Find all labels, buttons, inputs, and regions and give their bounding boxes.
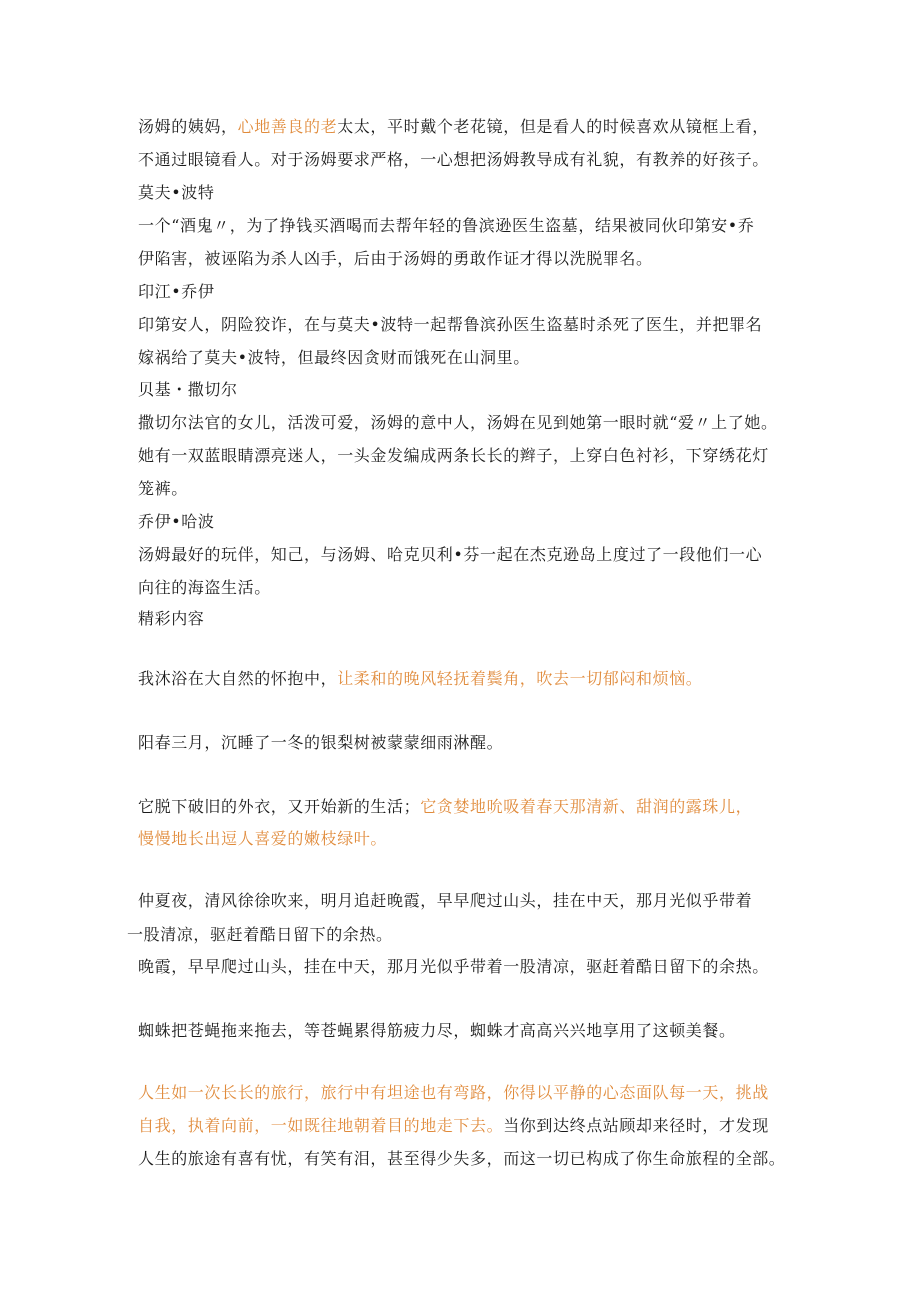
text-run: 我沐浴在大自然的怀抱中， (138, 669, 338, 688)
excerpt-2: 阳春三月，沉睡了一冬的银梨树被蒙蒙细雨淋醒。 (138, 733, 504, 752)
highlighted-text: 它贪婪地吮吸着春天那清新、甜润的露珠儿， (420, 797, 753, 816)
becky-desc-line-2: 她有一双蓝眼睛漂亮迷人，一头金发编成两条长长的辫子，上穿白色衬衫，下穿绣花灯 (138, 446, 769, 465)
excerpt-6-line-3: 人生的旅途有喜有忧，有笑有泪，甚至得少失多，而这一切已构成了你生命旅程的全部。 (138, 1149, 786, 1168)
character-name-muff-potter: 莫夫•波特 (138, 183, 215, 202)
muff-potter-desc-line-2: 伊陷害，被诬陷为杀人凶手，后由于汤姆的勇敢作证才得以洗脱罪名。 (138, 249, 653, 268)
highlighted-text: 让柔和的晚风轻抚着鬓角，吹去一切郁闷和烦恼。 (337, 669, 703, 688)
excerpt-3-line-2: 慢慢地长出逗人喜爱的嫩枝绿叶。 (138, 829, 388, 848)
excerpt-1 (138, 669, 702, 689)
becky-desc-line-3: 笼裤。 (138, 479, 188, 498)
excerpt-6-line-2 (138, 1116, 769, 1136)
aunt-polly-desc-line-1 (138, 117, 769, 137)
character-name-injun-joe: 印江•乔伊 (138, 282, 215, 301)
injun-joe-desc-line-1: 印第安人，阴险狡诈，在与莫夫•波特一起帮鲁滨孙医生盗墓时杀死了医生，并把罪名 (138, 315, 763, 334)
excerpt-4-line-2: 一股清凉，驱赶着酷日留下的余热。 (127, 925, 393, 944)
character-name-becky: 贝基・撒切尔 (138, 380, 238, 399)
text-run: 太太，平时戴个老花镜，但是看人的时候喜欢从镜框上看， (337, 117, 769, 136)
excerpt-6-line-1: 人生如一次长长的旅行，旅行中有坦途也有弯路，你得以平静的心态面队每一天，挑战 (138, 1083, 769, 1102)
excerpt-4-line-3: 晚霞，早早爬过山头，挂在中天，那月光似乎带着一股清凉，驱赶着酷日留下的余热。 (138, 957, 769, 976)
section-title: 精彩内容 (138, 609, 205, 628)
joe-harper-desc-line-2: 向往的海盗生活。 (138, 578, 271, 597)
text-run: 当你到达终点站顾却来径时，才发现 (503, 1116, 769, 1135)
text-run: 汤姆的姨妈， (138, 117, 238, 136)
aunt-polly-desc-line-2: 不通过眼镜看人。对于汤姆要求严格，一心想把汤姆教导成有礼貌，有教养的好孩子。 (138, 150, 769, 169)
highlighted-text: 自我，执着向前，一如既往地朝着目的地走下去。 (138, 1116, 504, 1135)
text-run: 它脱下破旧的外衣，又开始新的生活； (138, 797, 421, 816)
excerpt-5: 蜘蛛把苍蝇拖来拖去，等苍蝇累得筋疲力尽，蜘蛛才高高兴兴地享用了这顿美餐。 (138, 1021, 736, 1040)
character-name-joe-harper: 乔伊•哈波 (138, 512, 215, 531)
joe-harper-desc-line-1: 汤姆最好的玩伴，知己，与汤姆、哈克贝利•芬一起在杰克逊岛上度过了一段他们一心 (138, 545, 763, 564)
muff-potter-desc-line-1: 一个“酒鬼〃，为了挣钱买酒喝而去帮年轻的鲁滨逊医生盗墓，结果被同伙印第安•乔 (138, 216, 755, 235)
becky-desc-line-1: 撒切尔法官的女儿，活泼可爱，汤姆的意中人，汤姆在见到她第一眼时就“爱〃上了她。 (138, 413, 778, 432)
highlighted-text: 心地善良的老 (237, 117, 338, 136)
excerpt-4-line-1: 仲夏夜，清风徐徐吹来，明月追赶晚霞，早早爬过山头，挂在中天，那月光似乎带着 (138, 891, 753, 910)
injun-joe-desc-line-2: 嫁祸给了莫夫•波特，但最终因贪财而饿死在山洞里。 (138, 348, 530, 367)
excerpt-3-line-1 (138, 797, 752, 817)
